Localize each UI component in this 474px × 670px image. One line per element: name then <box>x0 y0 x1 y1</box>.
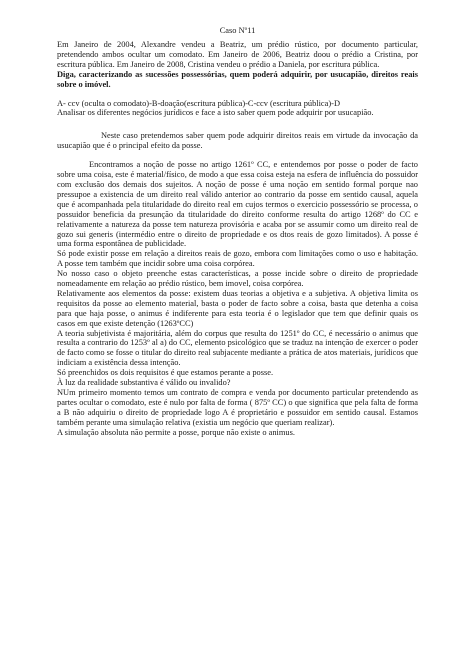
paragraph: A simulação absoluta não permite a posse, porque não existe o animus. <box>57 427 295 437</box>
paragraph: Relativamente aos elementos da posse: existem duas teorias a objetiva e a subjetiva. A objetiva limita os requisitos da posse ao elemento material, basta o poder de facto sobre a coisa, basta que detenha a coisa para que haja posse, o animus é indiferente para esta teoria é o legislador que tem que definir quais os casos em que existe detenção (1263ºCC) <box>57 288 418 328</box>
transaction-scheme: A- ccv (oculta o comodato)-B-doação(escritura pública)-C-ccv (escritura pública)-D <box>57 98 340 108</box>
spacer <box>57 90 418 99</box>
spacer <box>57 118 418 127</box>
paragraph: No nosso caso o objeto preenche estas características, a posse incide sobre o direito de propriedade nomeadamente em relação ao prédio rústico, bem imovel, coisa corpórea. <box>57 269 418 289</box>
document-title: Caso Nº11 <box>219 26 256 35</box>
paragraph: Encontramos a noção de posse no artigo 1261º CC, e entendemos por posse o poder de facto sobre uma coisa, este é material/físico, de modo a que essa coisa esteja na esfera de influência do possuidor com exclusão dos demais dos sujeitos. A noção de posse é uma noção em sentido formal porque nao pressupoe a existencia de um direito real válido anterior ao contrario da posse em sentido causal, aquela que é acompanhada pela titularidade do direito real em cujos termos o exercicio possessório se processa, o possuidor beneficia da presunção da titularidade do direito conforme resulta do artigo 1268º do CC e relativamente a natureza da posse tem natureza provisória e acaba por se assumir como um direito real de gozo sui generis (intermédio entre o direito de propriedade e os dtos reais de gozo limitados). A posse é uma forma espontânea de publicidade. <box>57 160 418 249</box>
paragraph: NUm primeiro momento temos um contrato de compra e venda por documento particular pretendendo as partes ocultar o comodato, este é nulo por falta de forma ( 875º CC) o que significa que pela falta de forma a B não adquiriu o direito de propriedade logo A é proprietário e possuidor em sentido causal. Estamos também perante uma simulação relativa (existia um negócio que queriam realizar). <box>57 388 418 427</box>
paragraph: Neste caso pretendemos saber quem pode adquirir direitos reais em virtude da invocação da usucapião que é o principal efeito da posse. <box>57 131 418 151</box>
analysis-instruction: Analisar os diferentes negócios jurídicos e face a isto saber quem pode adquirir por usucapião. <box>57 108 374 118</box>
paragraph: Só pode existir posse em relação a direitos reais de gozo, embora com limitações como o uso e habitação. A posse tem também que incidir sobre uma coisa corpórea. <box>57 249 418 269</box>
spacer <box>57 151 418 160</box>
paragraph: Só preenchidos os dois requisitos é que estamos perante a posse. <box>57 368 274 378</box>
case-statement: Em Janeiro de 2004, Alexandre vendeu a Beatriz, um prédio rústico, por documento particular, pretendendo ambos ocultar um comodato. Em Janeiro de 2006, Beatriz doou o prédio a Cristina, por escritura pública. Em Janeiro de 2008, Cristina vendeu o prédio a Daniela, por escritura pública. <box>57 40 418 69</box>
case-question: Diga, caracterizando as sucessões possessórias, quem poderá adquirir, por usucapião, direitos reais sobre o imóvel. <box>57 69 418 89</box>
paragraph: À luz da realidade substantiva é válido ou invalido? <box>57 378 231 388</box>
paragraph: A teoria subjetivista é majoritária, além do corpus que resulta do 1251º do CC, é necessário o animus que resulta a contrario do 1253º al a) do CC, elemento psicológico que se traduz na intenção de exercer o poder de facto como se fosse o titular do direito real subjacente mediante a prática de atos materiais, jurídicos que indiciam a existência dessa intenção. <box>57 328 418 368</box>
